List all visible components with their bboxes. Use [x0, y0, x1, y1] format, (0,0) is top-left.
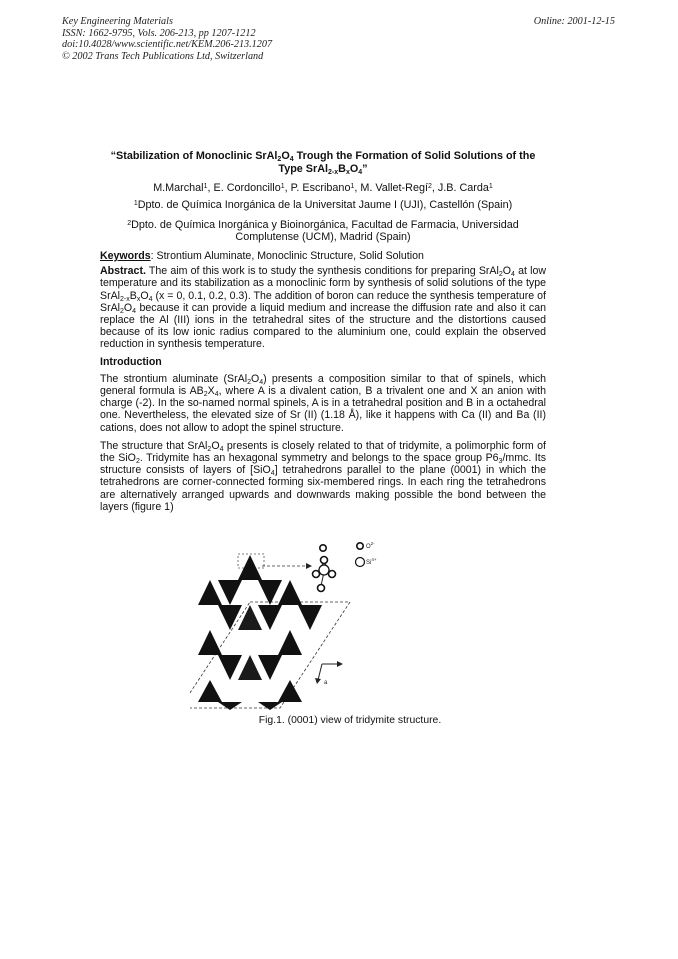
author-list: M.Marchal$^1$, E. Cordoncillo$^1$, P. Escribano$^1$, M. Vallet-Regí$^2$, J.B. Carda$^1$	[153, 182, 493, 195]
legend-oxygen-symbol	[320, 545, 326, 551]
tridymite-structure-diagram	[190, 540, 440, 710]
axis-label: a	[324, 680, 328, 686]
tetrahedron-up	[198, 680, 222, 702]
author-name: M.Marchal	[153, 182, 204, 195]
intro-paragraph-1: The strontium aluminate $(SrAl_2O_4)$ presents a composition similar to that of spinels, which general formula is $AB_2X_4$, where A is a divalent cation, B a trivalent one and X an anion with charge (-2). In the so-named normal spinels, A is in a tetrahedral position and B in a octahedral one. Nevertheless, the elevated size of Sr (II) (1.18 Å), like it happens with Ca (II) and Ba (II) cations, does not allow to adopt the spinel structure.	[100, 372, 547, 434]
legend-oxygen-label: $O^{2-}$	[366, 541, 375, 550]
tetrahedron-down	[258, 580, 282, 605]
doi-line: doi:10.4028/www.scientific.net/KEM.206-213.1207	[62, 39, 273, 51]
abstract: Abstract. The aim of this work is to study the synthesis conditions for preparing $SrAl_2O_4$ at low temperature and its stabilization as a monoclinic form by synthesis of solid solutions of the type $SrAl_{2-x}B_xO_4$ (x = 0, 0.1, 0.2, 0.3). The addition of boron can reduce the synthesis temperature of $SrAl_2O_4$ because it can provide a liquid medium and increase the diffusion rate and also it can replace the Al (III) ions in the tetrahedral sites of the structure and the distortions caused because of its low ionic radius compared to the aluminium one, could explain the observed reduction in synthesis temperature.	[100, 265, 547, 351]
author-name: E. Cordoncillo	[213, 182, 281, 195]
tetrahedron-up	[238, 655, 262, 680]
abstract-label: Abstract.	[100, 265, 146, 278]
tetrahedron-down	[218, 702, 242, 710]
section-heading-introduction: Introduction	[100, 355, 162, 368]
author-name: P. Escribano	[290, 182, 351, 195]
issn-line: ISSN: 1662-9795, Vols. 206-213, pp 1207-1212	[62, 27, 256, 39]
tetrahedron-up	[278, 580, 302, 605]
legend-silicon-label: $Si^{4+}$	[366, 557, 377, 566]
arrow-head	[306, 563, 312, 569]
online-date: Online: 2001-12-15	[533, 16, 615, 27]
tetrahedron-up	[278, 680, 302, 702]
journal-name: Key Engineering Materials	[62, 16, 173, 27]
tetrahedron-up	[198, 580, 222, 605]
tetrahedron-down	[218, 605, 242, 630]
tetrahedron-up	[238, 555, 262, 580]
intro-paragraph-2: The structure that $SrAl_2O_4$ presents is closely related to that of tridymite, a polimorphic form of the SiO$_2$. Tridymite has an hexagonal symmetry and belongs to the space group $P6_3$/mmc. Its structure consists of layers of [SiO$_4$] tetrahedrons parallel to the plane (0001) in which the tetrahedrons are corner-connected forming six-membered rings. In each ring the tetrahedrons are alternatively arranged upwards and downwards making possible the bond between the layers (figure 1)	[100, 439, 546, 513]
copyright-line: © 2002 Trans Tech Publications Ltd, Switzerland	[62, 50, 264, 62]
tetrahedron-up	[278, 630, 302, 655]
legend-silicon-symbol	[356, 558, 365, 567]
paper-body	[100, 150, 546, 513]
tetrahedron-down	[258, 702, 282, 710]
keywords-label: Keywords	[100, 250, 151, 262]
tetrahedron-up	[238, 605, 262, 630]
tetrahedron-down	[218, 655, 242, 680]
tetrahedron-down	[258, 655, 282, 680]
keywords: Keywords: Strontium Aluminate, Monoclinic Structure, Solid Solution	[100, 250, 424, 262]
tetrahedron-down	[258, 605, 282, 630]
figure-caption: Fig.1. (0001) view of tridymite structure.	[258, 715, 442, 726]
legend-oxygen-symbol	[357, 543, 363, 549]
paper-title: “Stabilization of Monoclinic $SrAl_2O_4$ Trough the Formation of Solid Solutions of the Type $SrAl_{2-x}B_xO_4$”	[110, 150, 536, 176]
tetrahedron-model	[313, 557, 336, 592]
tridymite-figure	[190, 540, 440, 710]
author-name: M. Vallet-Regí	[360, 182, 428, 195]
author-name: J.B. Carda	[437, 182, 489, 195]
affiliation-1: $^1$Dpto. de Química Inorgánica de la Universitat Jaume I (UJI), Castellón (Spain)	[133, 199, 513, 212]
affiliation-2: $^2$Dpto. de Química Inorgánica y Bioinorgánica, Facultad de Farmacia, Universidad Complutense (UCM), Madrid (Spain)	[127, 218, 519, 243]
tetrahedron-down	[218, 580, 242, 605]
tetrahedron-up	[198, 630, 222, 655]
tetrahedron-down	[298, 605, 322, 630]
